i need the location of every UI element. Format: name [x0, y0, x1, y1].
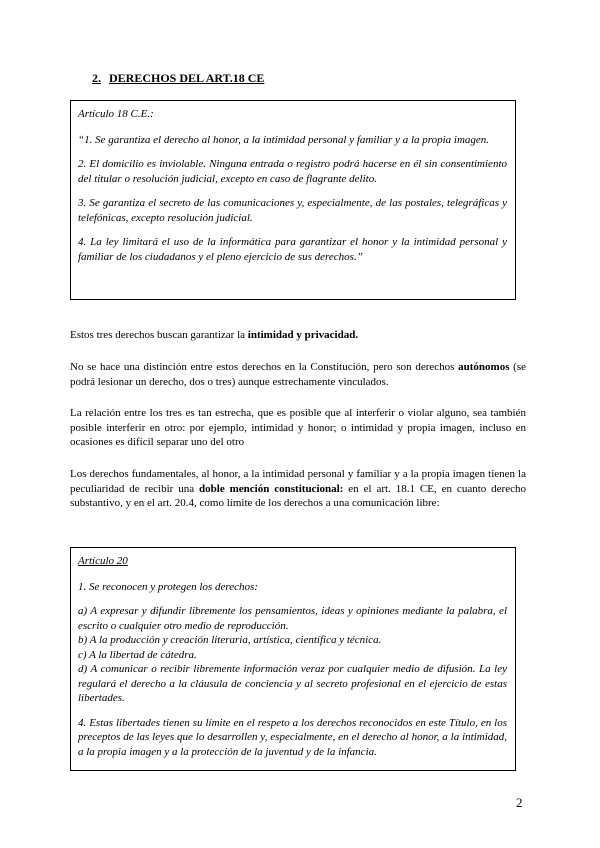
section-title: DERECHOS DEL ART.18 CE: [109, 71, 265, 85]
article-18-item: 3. Se garantiza el secreto de las comunicaciones y, especialmente, de las postales, telegráficas y telefónicas, excepto resolución judicial.: [78, 197, 507, 224]
paragraph-text: Estos tres derechos buscan garantizar la: [70, 329, 248, 341]
paragraph-bold: doble mención constitucional:: [199, 482, 344, 495]
article-18-item: “1. Se garantiza el derecho al honor, a la intimidad personal y familiar y a la propia imagen.: [78, 133, 490, 146]
article-20-intro: 1. Se reconocen y protegen los derechos:: [78, 580, 258, 593]
article-20-title: Artículo 20: [78, 555, 128, 567]
section-number: 2.: [92, 71, 101, 85]
page-number: 2: [516, 795, 523, 810]
paragraph-relation: La relación entre los tres es tan estrecha, que es posible que al interferir o violar alguno, sea también posible interferir en otro: por ejemplo, intimidad y honor; o intimidad y propia imagen, incluso en ocasiones es difícil separar uno del otro: [70, 407, 526, 448]
paragraph-text: en el art. 18.1 CE, en cuanto derecho substantivo, y en el art. 20.4, como límite de los derechos a una comunicación libre:: [70, 482, 526, 509]
article-18-box: [70, 100, 516, 300]
article-20-last: 4. Estas libertades tienen su límite en el respeto a los derechos reconocidos en este Título, en los preceptos de las leyes que lo desarrollen y, especialmente, en el derecho al honor, a la intimidad, a la propia imagen y a la protección de la juventud y de la infancia.: [78, 716, 507, 758]
article-18-title: Artículo 18 C.E.:: [78, 108, 154, 120]
article-20-item: b) A la producción y creación literaria, artística, científica y técnica.: [78, 634, 382, 646]
paragraph-bold: autónomos: [458, 361, 510, 373]
paragraph-double-mention: [70, 467, 526, 511]
article-18-item: 4. La ley limitará el uso de la informática para garantizar el honor y la intimidad personal y familiar de los ciudadanos y el pleno ejercicio de sus derechos.”: [78, 236, 507, 263]
paragraph-bold: intimidad y privacidad.: [247, 329, 359, 341]
article-18-item: 2. El domicilio es inviolable. Ninguna entrada o registro podrá hacerse en él sin consentimiento del titular o resolución judicial, excepto en caso de flagrante delito.: [78, 158, 507, 185]
paragraph-text: Los derechos fundamentales, al honor, a la intimidad personal y familiar y a la propia imagen tienen la peculiaridad de recibir una: [70, 468, 526, 495]
section-heading: [92, 71, 264, 86]
article-20-item: a) A expresar y difundir libremente los pensamientos, ideas y opiniones mediante la palabra, el escrito o cualquier otro medio de reproducción.: [78, 605, 507, 632]
article-20-item: c) A la libertad de cátedra.: [78, 648, 197, 661]
article-20-box: [70, 547, 516, 771]
paragraph-intimacy: [70, 328, 526, 343]
paragraph-text: No se hace una distinción entre estos derechos en la Constitución, pero son derechos: [70, 361, 459, 373]
article-20-item: d) A comunicar o recibir libremente información veraz por cualquier medio de difusión. La ley regulará el derecho a la cláusula de conciencia y al secreto profesional en el ejercicio de estas libertades.: [78, 663, 507, 704]
paragraph-autonomous: [70, 360, 526, 389]
paragraph-text: (se podrá lesionar un derecho, dos o tres) aunque estrechamente vinculados.: [70, 361, 527, 388]
